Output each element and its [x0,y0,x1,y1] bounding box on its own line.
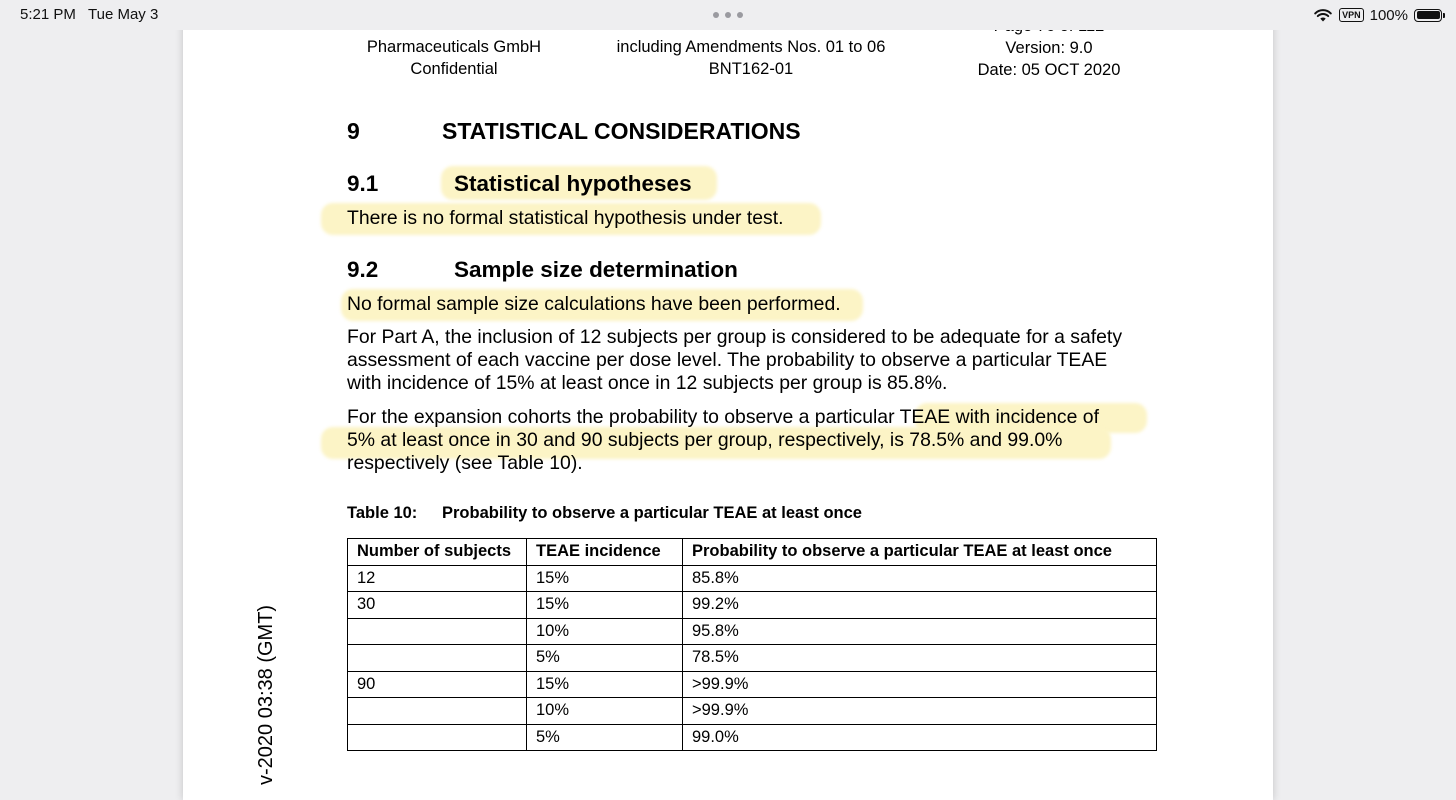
table-cell: 12 [348,565,527,592]
paragraph-line: For Part A, the inclusion of 12 subjects per group is considered to be adequate for a safety [347,326,1123,348]
table-row [348,724,1157,751]
table-cell [348,724,527,751]
table-row [348,671,1157,698]
table-cell: 85.8% [683,565,1157,592]
column-header: Probability to observe a particular TEAE at least once [683,539,1157,566]
table-caption: Probability to observe a particular TEAE at least once [442,504,862,522]
table-cell [348,618,527,645]
table-cell: 95.8% [683,618,1157,645]
table-cell: 10% [527,618,683,645]
battery-percent: 100% [1369,6,1408,24]
subsection-title: Statistical hypotheses [454,171,692,196]
table-cell [348,645,527,672]
multitasking-dots-icon[interactable] [713,12,743,18]
table-cell: 5% [527,724,683,751]
paragraph-line: For the expansion cohorts the probability to observe a particular TEAE with incidence of [347,406,1099,428]
paragraph-line: assessment of each vaccine per dose level. The probability to observe a particular TEAE [347,349,1108,371]
section-title: STATISTICAL CONSIDERATIONS [442,118,801,144]
wifi-icon [1313,7,1333,23]
table-cell: 10% [527,698,683,725]
battery-icon [1414,9,1442,22]
header-company-line: Pharmaceuticals GmbH [366,38,542,56]
section-number: 9 [347,118,360,144]
table-cell: 15% [527,565,683,592]
probability-table [347,538,1157,751]
subsection-number: 9.1 [347,171,379,196]
table-cell [348,698,527,725]
header-company-line: Confidential [410,60,498,78]
status-time: 5:21 PM [20,6,76,23]
header-version-line: Version: 9.0 [1005,39,1093,57]
column-header: Number of subjects [348,539,527,566]
paragraph: No formal sample size calculations have been performed. [347,293,841,315]
table-row [348,565,1157,592]
table-cell: 5% [527,645,683,672]
header-protocol-line: BNT162-01 [708,60,794,78]
paragraph: There is no formal statistical hypothesis under test. [347,207,784,229]
table-cell: 99.2% [683,592,1157,619]
paragraph-line: 5% at least once in 30 and 90 subjects per group, respectively, is 78.5% and 99.0% [347,429,1063,451]
table-label: Table 10: [347,504,418,522]
table-cell: 15% [527,592,683,619]
status-bar [0,0,1456,30]
table-row [348,645,1157,672]
table-cell: 30 [348,592,527,619]
subsection-number: 9.2 [347,257,379,282]
paragraph-line: respectively (see Table 10). [347,452,583,474]
header-version-line: Date: 05 OCT 2020 [977,61,1121,79]
header-protocol-line: including Amendments Nos. 01 to 06 [616,38,886,56]
paragraph-line: with incidence of 15% at least once in 12 subjects per group is 85.8%. [347,372,948,394]
table-row [348,698,1157,725]
side-timestamp: v-2020 03:38 (GMT) [255,604,277,785]
table-cell: >99.9% [683,698,1157,725]
document-page[interactable] [183,0,1273,800]
column-header: TEAE incidence [527,539,683,566]
table-row [348,592,1157,619]
table-cell: 78.5% [683,645,1157,672]
table-cell: 90 [348,671,527,698]
subsection-title: Sample size determination [454,257,738,282]
table-row [348,618,1157,645]
vpn-icon: VPN [1339,8,1364,22]
table-cell: 15% [527,671,683,698]
table-header-row [348,539,1157,566]
table-cell: >99.9% [683,671,1157,698]
table-cell: 99.0% [683,724,1157,751]
status-date: Tue May 3 [88,6,159,23]
